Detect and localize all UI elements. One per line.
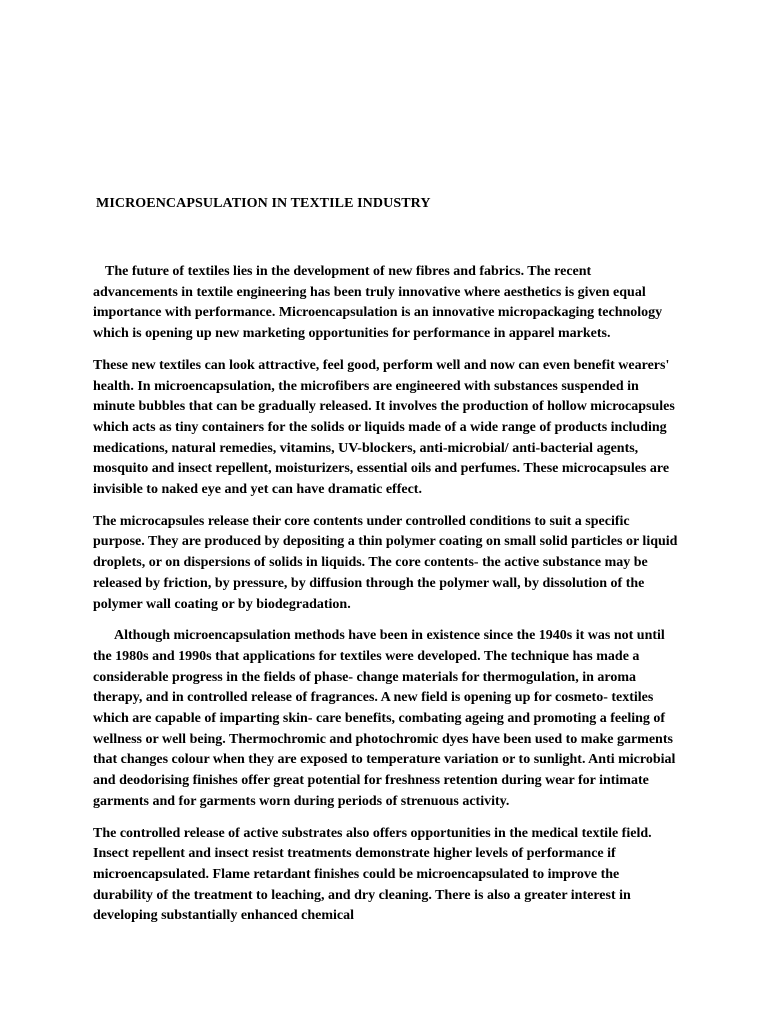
document-title: MICROENCAPSULATION IN TEXTILE INDUSTRY	[96, 196, 431, 211]
document-body	[93, 262, 679, 938]
paragraph-controlled-release: The controlled release of active substrates also offers opportunities in the medical textile field. Insect repellent and insect resist treatments demonstrate higher levels of performance if microencapsulated. Flame retardant finishes could be microencapsulated to improve the durability of the treatment to leaching, and dry cleaning. There is also a greater interest in developing substantially enhanced chemical	[93, 825, 652, 924]
paragraph-microcapsules-release: The microcapsules release their core contents under controlled conditions to suit a specific purpose. They are produced by depositing a thin polymer coating on small solid particles or liquid droplets, or on dispersions of solids in liquids. The core contents- the active substance may be released by friction, by pressure, by diffusion through the polymer wall, by dissolution of the polymer wall coating or by biodegradation.	[93, 513, 678, 612]
paragraph-new-textiles: These new textiles can look attractive, feel good, perform well and now can even benefit wearers' health. In microencapsulation, the microfibers are engineered with substances suspended in minute bubbles that can be gradually released. It involves the production of hollow microcapsules which acts as tiny containers for the solids or liquids made of a wide range of products including medications, natural remedies, vitamins, UV-blockers, anti-microbial/ anti-bacterial agents, mosquito and insect repellent, moisturizers, essential oils and perfumes. These microcapsules are invisible to naked eye and yet can have dramatic effect.	[93, 357, 675, 498]
paragraph-history: Although microencapsulation methods have been in existence since the 1940s it was not until the 1980s and 1990s that applications for textiles were developed. The technique has made a considerable progress in the fields of phase- change materials for thermogulation, in aroma therapy, and in controlled release of fragrances. A new field is opening up for cosmeto- textiles which are capable of imparting skin- care benefits, combating ageing and promoting a feeling of wellness or well being. Thermochromic and photochromic dyes have been used to make garments that changes colour when they are exposed to temperature variation or to sunlight. Anti microbial and deodorising finishes offer great potential for freshness retention during wear for intimate garments and for garments worn during periods of strenuous activity.	[93, 628, 676, 809]
paragraph-intro: The future of textiles lies in the development of new fibres and fabrics. The recent advancements in textile engineering has been truly innovative where aesthetics is given equal importance with performance. Microencapsulation is an innovative micropackaging technology which is opening up new marketing opportunities for performance in apparel markets.	[93, 264, 663, 342]
